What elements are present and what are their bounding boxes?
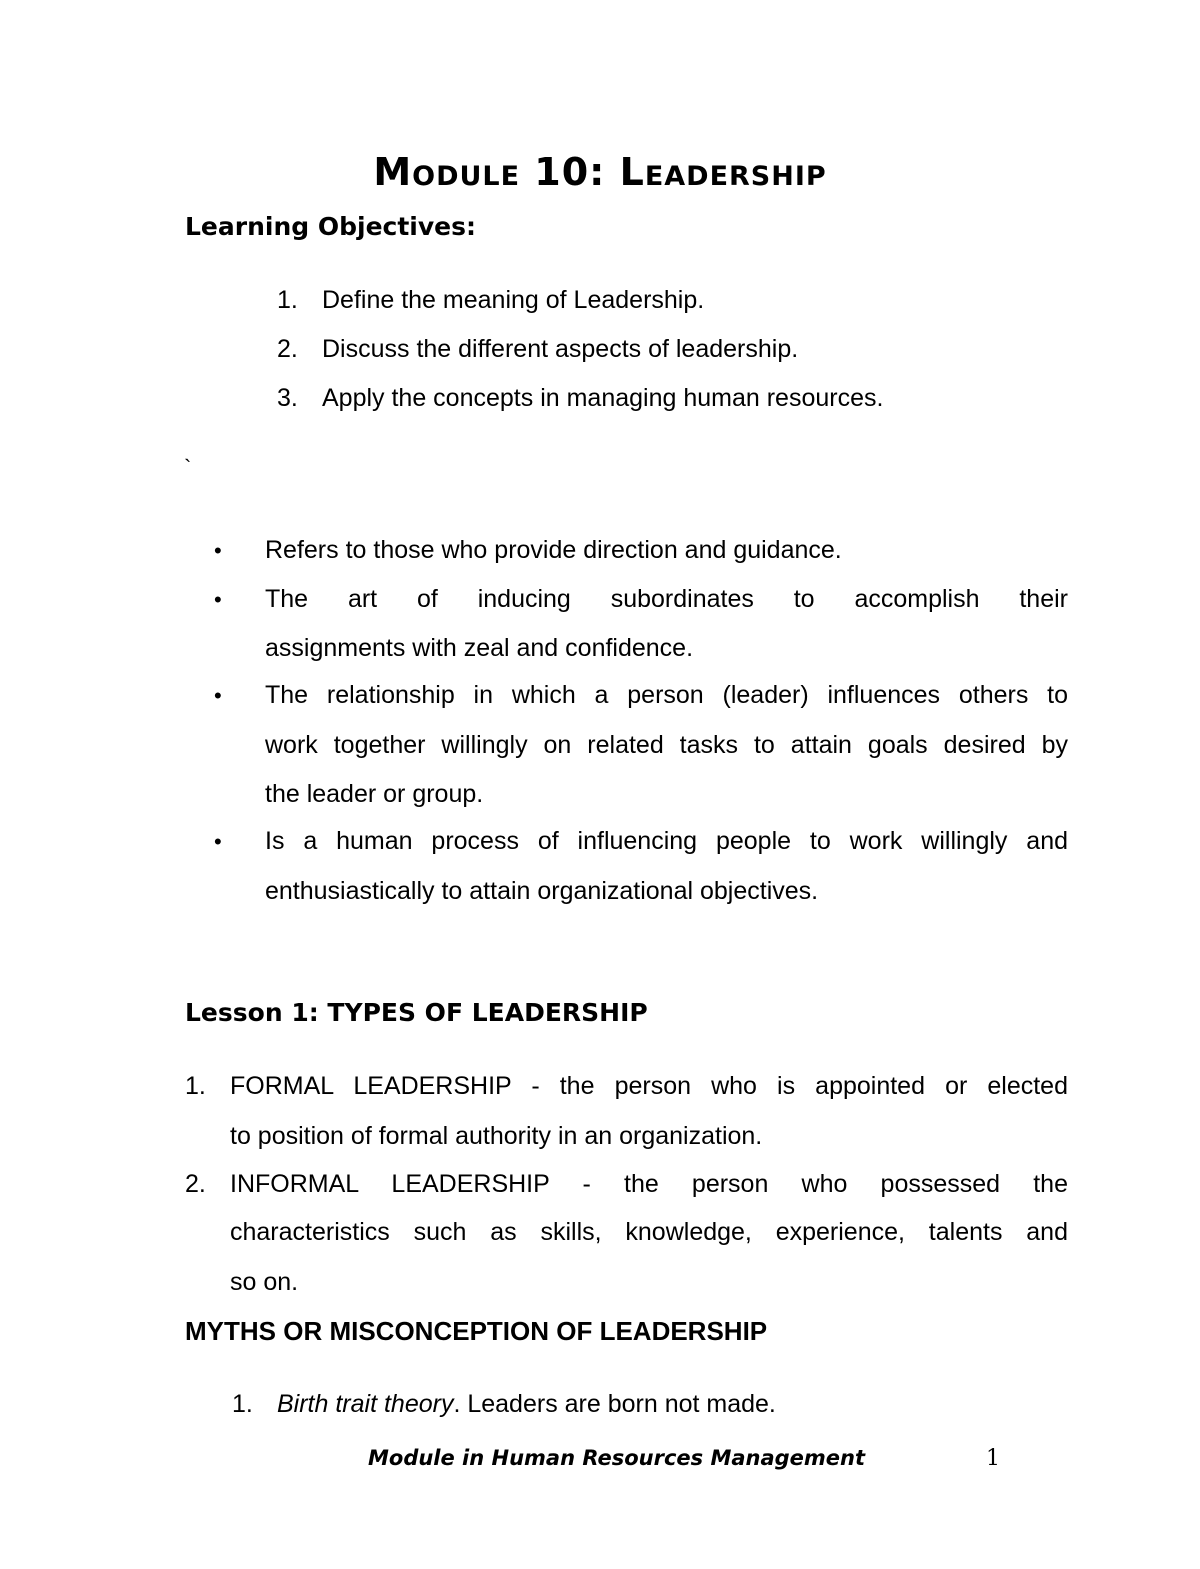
lesson-item-line: FORMAL LEADERSHIP - the person who is appointed or elected (230, 1072, 1068, 1100)
objectives-heading: Learning Objectives: (185, 212, 476, 241)
myth-text (277, 1390, 776, 1419)
page-footer: Module in Human Resources Management (368, 1446, 866, 1470)
lesson-item-line: characteristics such as skills, knowledge, experience, talents and (230, 1218, 1068, 1246)
myths-heading: MYTHS OR MISCONCEPTION OF LEADERSHIP (185, 1316, 768, 1346)
myth-number: 1. (232, 1390, 253, 1418)
page-title: Module 10: Leadership (373, 150, 827, 194)
objective-number: 1. (277, 286, 298, 314)
lesson-heading: Lesson 1: TYPES OF LEADERSHIP (185, 998, 648, 1027)
lesson-item-number: 1. (185, 1072, 206, 1100)
definition-line: work together willingly on related tasks to attain goals desired by (265, 731, 1068, 759)
objective-text: Discuss the different aspects of leadership. (322, 335, 799, 363)
lesson-item-number: 2. (185, 1170, 206, 1198)
objective-text: Apply the concepts in managing human resources. (322, 384, 884, 412)
myth-term: Birth trait theory (277, 1390, 454, 1418)
lesson-item-line: so on. (230, 1268, 299, 1296)
bullet-icon: • (214, 587, 222, 612)
objective-number: 2. (277, 335, 298, 363)
definition-line: the leader or group. (265, 780, 484, 808)
bullet-icon: • (214, 538, 222, 563)
definition-line: The relationship in which a person (leader) influences others to (265, 681, 1068, 709)
definition-line: Is a human process of influencing people to work willingly and (265, 827, 1068, 855)
definition-line: Refers to those who provide direction and guidance. (265, 536, 842, 564)
objective-text: Define the meaning of Leadership. (322, 286, 705, 314)
bullet-icon: • (214, 829, 222, 854)
myth-description: . Leaders are born not made. (453, 1390, 776, 1418)
page-number: 1 (986, 1446, 1000, 1471)
lesson-item-line: to position of formal authority in an organization. (230, 1122, 763, 1150)
lesson-item-line: INFORMAL LEADERSHIP - the person who possessed the (230, 1170, 1068, 1198)
stray-mark: ` (184, 455, 192, 480)
definition-line: The art of inducing subordinates to accomplish their (265, 585, 1068, 613)
definition-line: assignments with zeal and confidence. (265, 634, 694, 662)
definition-line: enthusiastically to attain organizational objectives. (265, 877, 819, 905)
bullet-icon: • (214, 683, 222, 708)
objective-number: 3. (277, 384, 298, 412)
